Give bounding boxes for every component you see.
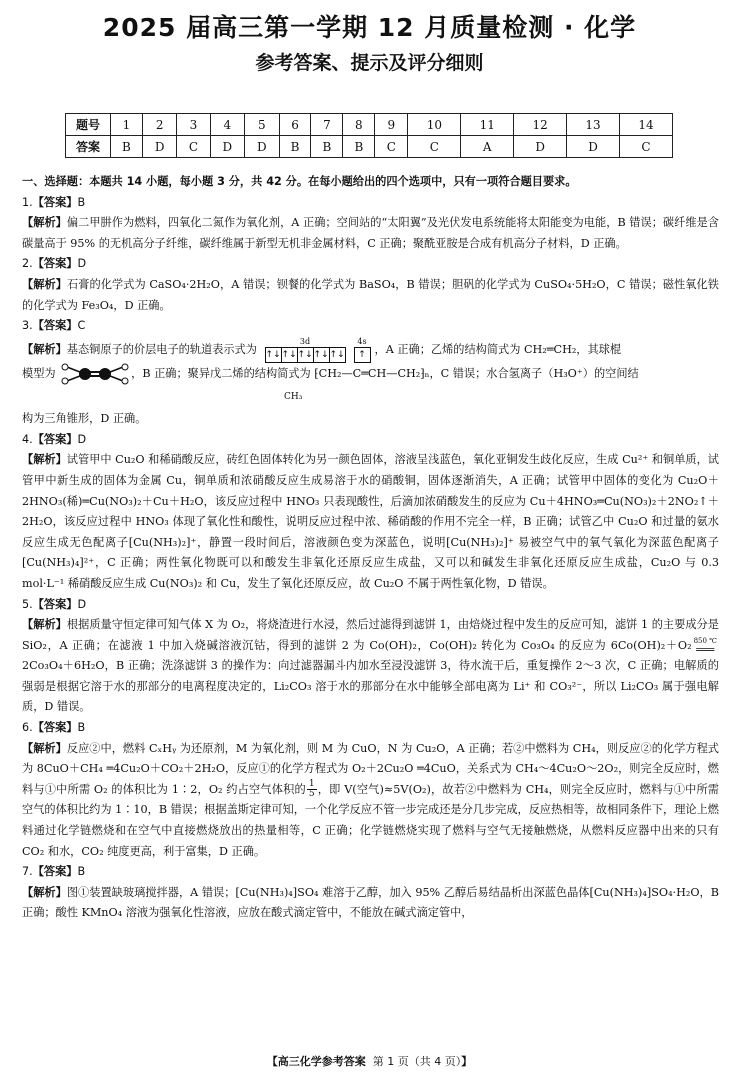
orbital-box: ↑↓ — [281, 349, 297, 360]
q7-number: 7. — [22, 865, 33, 879]
answer-tag: 【答案】 — [32, 319, 78, 333]
table-cell: A — [461, 136, 514, 158]
table-cell: 13 — [567, 114, 620, 136]
table-cell: 9 — [375, 114, 408, 136]
answer-body — [22, 172, 719, 924]
table-cell: 7 — [311, 114, 343, 136]
orbital-box: ↑ — [358, 349, 366, 360]
q5-analysis — [22, 615, 719, 718]
q3-branch-group: CH₃ — [284, 391, 303, 402]
table-cell: D — [142, 136, 177, 158]
q7-answer: B — [77, 865, 86, 879]
answer-table-row1-label: 题号 — [66, 114, 111, 136]
answer-tag: 【答案】 — [32, 597, 78, 611]
table-cell: D — [514, 136, 567, 158]
q6-analysis-part-b: ，即 V(空气)≈5V(O₂)，故若②中燃料为 CH₄，则完全反应时，燃料与①中所需空气的体积比约为 1∶10，B 错误；根据盖斯定律可知，一个化学反应不管一步完成还是分几步完成，反应热相等，故相同条件下，理论上燃料通过化学链燃烧和在空气中直接燃烧放出的热量相等，C 正确；化学链燃烧实现了燃料与空气无接触燃烧，从燃料反应器中出来的只有 CO₂ 和水，CO₂ 纯度更高，利于富集，D 正确。 — [22, 782, 719, 858]
q2-analysis — [22, 275, 719, 316]
table-cell: 11 — [461, 114, 514, 136]
fraction-numerator: 1 — [308, 779, 315, 790]
fraction-denominator: 5 — [308, 789, 315, 800]
answer-table — [65, 113, 673, 158]
q3-answer-line — [22, 316, 719, 337]
q7-answer-line — [22, 862, 719, 883]
q3-number: 3. — [22, 319, 33, 333]
analysis-tag: 【解析】 — [22, 618, 67, 632]
q1-analysis — [22, 213, 719, 254]
table-cell: B — [279, 136, 311, 158]
q2-answer: D — [77, 257, 87, 271]
table-cell: 2 — [142, 114, 177, 136]
table-cell: B — [311, 136, 343, 158]
footer-left: 【高三化学参考答案 — [266, 1055, 366, 1068]
answer-table-row2-label: 答案 — [66, 136, 111, 158]
page-footer — [0, 1053, 739, 1069]
page-subtitle: 参考答案、提示及评分细则 — [255, 52, 484, 74]
table-cell: 8 — [343, 114, 375, 136]
orbital-diagram — [265, 337, 371, 363]
reaction-arrow — [694, 637, 717, 655]
orbital-4s — [354, 337, 371, 363]
q3-analysis — [22, 337, 719, 430]
q3-analysis-part-d: ，B 正确；聚异戊二烯的结构简式为 ⁅CH₂—C═CH—CH₂⁆ₙ，C 错误；水合氢离子（H₃O⁺）的空间结 — [131, 366, 639, 380]
q1-answer: B — [77, 195, 86, 209]
answer-table-answer-row — [66, 136, 673, 158]
orbital-3d-boxes — [265, 347, 346, 363]
table-cell: C — [375, 136, 408, 158]
q3-analysis-part-e: 构为三角锥形，D 正确。 — [22, 411, 147, 425]
q4-number: 4. — [22, 432, 33, 446]
orbital-4s-boxes — [354, 347, 371, 363]
table-cell: 1 — [111, 114, 143, 136]
orbital-3d — [265, 337, 346, 363]
q7-analysis — [22, 883, 719, 924]
table-cell: 14 — [619, 114, 672, 136]
table-cell: B — [111, 136, 143, 158]
page-title: 2025 届高三第一学期 12 月质量检测 · 化学 — [102, 13, 637, 42]
q2-answer-line — [22, 254, 719, 275]
table-cell: C — [408, 136, 461, 158]
footer-right: 】 — [461, 1055, 473, 1068]
footer-page-number: 第 1 页（共 4 页） — [372, 1055, 462, 1068]
ball-and-stick-model-icon — [59, 363, 131, 385]
analysis-tag: 【解析】 — [22, 453, 67, 467]
q6-answer: B — [77, 721, 86, 735]
q3-analysis-part-c: 模型为 — [22, 366, 56, 380]
table-cell: 12 — [514, 114, 567, 136]
table-cell: 6 — [279, 114, 311, 136]
answer-tag: 【答案】 — [32, 195, 78, 209]
q4-answer-line — [22, 430, 719, 451]
reaction-condition: 850 ℃ — [693, 636, 717, 645]
answer-tag: 【答案】 — [32, 257, 78, 271]
q1-analysis-text: 偏二甲肼作为燃料，四氧化二氮作为氧化剂，A 正确；空间站的“太阳翼”及光伏发电系统能将太阳能变为电能，B 错误；碳纤维是含碳量高于 95% 的无机高分子纤维，碳纤维属于新型无机非金属材料，C 正确；聚酰亚胺是合成有机高分子材料，D 正确。 — [22, 216, 719, 250]
q4-analysis — [22, 450, 719, 594]
orbital-3d-label: 3d — [299, 336, 311, 346]
q6-number: 6. — [22, 721, 33, 735]
table-cell: B — [343, 136, 375, 158]
equals-icon: ═══ — [696, 644, 715, 656]
q2-analysis-text: 石膏的化学式为 CaSO₄·2H₂O，A 错误；钡餐的化学式为 BaSO₄，B 错误；胆矾的化学式为 CuSO₄·5H₂O，C 错误；磁性氧化铁的化学式为 Fe₃O₄，D 正确。 — [22, 277, 719, 312]
table-cell: 5 — [245, 114, 280, 136]
analysis-tag: 【解析】 — [22, 216, 67, 230]
answer-tag: 【答案】 — [32, 721, 78, 735]
table-cell: C — [619, 136, 672, 158]
q1-answer-line — [22, 193, 719, 214]
q5-analysis-part-a: 根据质量守恒定律可知气体 X 为 O₂，将烧渣进行水浸，然后过滤得到滤饼 1，由焙烧过程中发生的反应可知，滤饼 1 的主要成分是 SiO₂，A 正确；在滤液 1 中加入烧碱溶液沉钴，得到的滤饼 2 为 Co(OH)₂，Co(OH)₂ 转化为 Co₃O₄ 的反应为 6Co(OH)₂＋O₂ — [22, 618, 719, 652]
q4-answer: D — [77, 432, 87, 446]
answer-table-number-row — [66, 114, 673, 136]
q3-analysis-part-a: 基态铜原子的价层电子的轨道表示式为 — [66, 342, 257, 356]
q5-answer-line — [22, 595, 719, 616]
analysis-tag: 【解析】 — [22, 277, 67, 291]
q5-analysis-part-b: 2Co₃O₄＋6H₂O，B 正确；洗涤滤饼 3 的操作为：向过滤器漏斗内加水至浸没滤饼 3，待水流干后，重复操作 2～3 次，C 正确；电解质的强弱是根据它溶于水的那部分的电离程度决定的，Li₂CO₃ 溶于水的那部分在水中能够全部电离为 Li⁺ 和 CO₃²⁻，所以 Li₂CO₃ 属于强电解质，D 错误。 — [22, 659, 719, 714]
orbital-box: ↑↓ — [265, 349, 281, 360]
q2-number: 2. — [22, 257, 33, 271]
table-cell: 3 — [177, 114, 210, 136]
table-cell: C — [177, 136, 210, 158]
answer-tag: 【答案】 — [32, 865, 78, 879]
analysis-tag: 【解析】 — [22, 885, 67, 899]
q5-answer: D — [77, 597, 87, 611]
answer-tag: 【答案】 — [32, 432, 78, 446]
section-heading: 一、选择题：本题共 14 小题，每小题 3 分，共 42 分。在每小题给出的四个选项中，只有一项符合题目要求。 — [22, 175, 577, 188]
q7-analysis-text: 图①装置缺玻璃搅拌器，A 错误；[Cu(NH₃)₄]SO₄ 难溶于乙醇，加入 95% 乙醇后易结晶析出深蓝色晶体[Cu(NH₃)₄]SO₄·H₂O，B 正确；酸性 KMnO₄ 溶液为强氧化性溶液，应放在酸式滴定管中，不能放在碱式滴定管中， — [22, 885, 719, 920]
q3-analysis-part-b: ，A 正确；乙烯的结构简式为 CH₂═CH₂，其球棍 — [374, 342, 622, 356]
q5-number: 5. — [22, 597, 33, 611]
orbital-box: ↑↓ — [297, 349, 313, 360]
q6-answer-line — [22, 718, 719, 739]
q6-analysis-part-a: 反应②中，燃料 CₓHᵧ 为还原剂，M 为氧化剂，则 M 为 CuO，N 为 Cu₂O，A 正确；若②中燃料为 CH₄，则反应②的化学方程式为 8CuO＋CH₄ ═4Cu₂O＋CO₂＋2H₂O，反应①的化学方程式为 O₂＋2Cu₂O ═4CuO，关系式为 CH₄～4Cu₂O～2O₂，则完全反应时，燃料与①中所需 O₂ 的体积比为 1∶2，O₂ 约占空气体积的 — [22, 741, 719, 796]
q4-analysis-text: 试管甲中 Cu₂O 和稀硝酸反应，砖红色固体转化为另一颜色固体，溶液呈浅蓝色，氧化亚铜发生歧化反应，生成 Cu²⁺ 和铜单质，试管甲中新生成的固体为金属 Cu，铜单质和浓硝酸反应生成易溶于水的硝酸铜，固体逐渐消失，A 正确；试管甲中固体的变化为 Cu₂O＋2HNO₃(稀)═Cu(NO₃)₂＋Cu＋H₂O，该反应过程中 HNO₃ 只表现酸性，后滴加浓硝酸发生的反应为 Cu＋4HNO₃═Cu(NO₃)₂＋2NO₂↑＋2H₂O，该反应过程中 HNO₃ 体现了氧化性和酸性，说明反应过程中浓、稀硝酸的作用不完全一样，B 正确；试管乙中 Cu₂O 和过量的氨水反应生成无色配离子[Cu(NH₃)₂]⁺，静置一段时间后，溶液颜色变为深蓝色，说明[Cu(NH₃)₂]⁺ 易被空气中的氧气氧化为深蓝色配离子[Cu(NH₃)₄]²⁺，C 正确；两性氧化物既可以和酸发生非氧化还原反应生成盐，又可以和碱发生非氧化还原反应生成盐，Cu₂O 与 0.3 mol·L⁻¹ 稀硝酸反应生成 Cu(NO₃)₂ 和 Cu，发生了氧化还原反应，故 Cu₂O 不属于两性氧化物，D 错误。 — [22, 453, 719, 590]
orbital-4s-label: 4s — [357, 336, 367, 346]
q3-answer: C — [77, 319, 86, 333]
table-cell: D — [245, 136, 280, 158]
orbital-box: ↑↓ — [329, 349, 345, 360]
table-cell: D — [567, 136, 620, 158]
q1-number: 1. — [22, 195, 33, 209]
analysis-tag: 【解析】 — [22, 741, 67, 755]
analysis-tag: 【解析】 — [22, 342, 67, 356]
orbital-box: ↑↓ — [313, 349, 329, 360]
table-cell: 4 — [210, 114, 245, 136]
fraction — [307, 780, 317, 799]
table-cell: 10 — [408, 114, 461, 136]
q6-analysis — [22, 739, 719, 863]
table-cell: D — [210, 136, 245, 158]
